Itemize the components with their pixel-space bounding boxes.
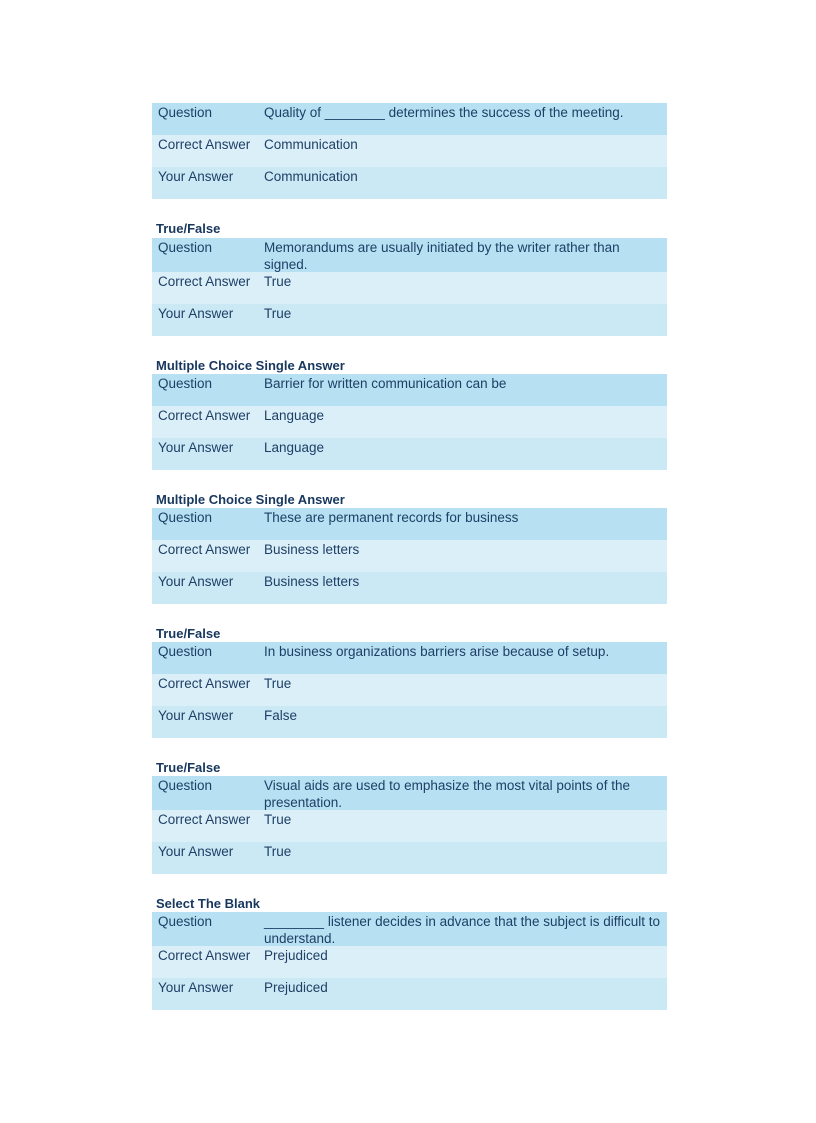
your-answer-row	[152, 167, 667, 199]
question-type-heading: Multiple Choice Single Answer	[156, 492, 345, 507]
correct-answer-label: Correct Answer	[158, 812, 251, 827]
correct-answer-label: Correct Answer	[158, 542, 251, 557]
correct-answer-row	[152, 135, 667, 167]
correct-answer-value: Business letters	[264, 542, 360, 557]
your-answer-value: False	[264, 708, 298, 723]
question-type-heading: Select The Blank	[156, 896, 261, 911]
your-answer-value: True	[264, 844, 292, 859]
question-text: Visual aids are used to emphasize the most vital points of the presentation.	[264, 778, 630, 810]
correct-answer-label: Correct Answer	[158, 274, 251, 289]
question-label: Question	[158, 376, 213, 391]
question-label: Question	[158, 240, 213, 255]
question-row	[152, 103, 667, 135]
correct-answer-value: True	[264, 274, 292, 289]
your-answer-value: Language	[264, 440, 325, 455]
correct-answer-value: True	[264, 812, 292, 827]
your-answer-value: Communication	[264, 169, 358, 184]
your-answer-label: Your Answer	[158, 306, 234, 321]
qa-block	[152, 374, 667, 470]
your-answer-label: Your Answer	[158, 844, 234, 859]
your-answer-value: Prejudiced	[264, 980, 328, 995]
correct-answer-value: Language	[264, 408, 325, 423]
question-type-heading: True/False	[156, 221, 221, 236]
correct-answer-value: Communication	[264, 137, 358, 152]
qa-block	[152, 642, 667, 738]
correct-answer-label: Correct Answer	[158, 948, 251, 963]
your-answer-label: Your Answer	[158, 169, 234, 184]
correct-answer-row	[152, 674, 667, 706]
qa-block	[152, 912, 667, 1010]
question-row	[152, 374, 667, 406]
question-row	[152, 912, 667, 946]
question-label: Question	[158, 914, 213, 929]
correct-answer-row	[152, 540, 667, 572]
question-text: Barrier for written communication can be	[264, 376, 507, 391]
your-answer-label: Your Answer	[158, 574, 234, 589]
question-text: ________ listener decides in advance that the subject is difficult to understand.	[264, 914, 661, 946]
your-answer-row	[152, 706, 667, 738]
question-row	[152, 238, 667, 272]
question-text: These are permanent records for business	[264, 510, 519, 525]
correct-answer-row	[152, 272, 667, 304]
question-row	[152, 776, 667, 810]
correct-answer-value: True	[264, 676, 292, 691]
your-answer-label: Your Answer	[158, 440, 234, 455]
correct-answer-label: Correct Answer	[158, 137, 251, 152]
correct-answer-label: Correct Answer	[158, 676, 251, 691]
your-answer-row	[152, 842, 667, 874]
correct-answer-row	[152, 406, 667, 438]
your-answer-row	[152, 438, 667, 470]
your-answer-row	[152, 978, 667, 1010]
correct-answer-row	[152, 946, 667, 978]
correct-answer-label: Correct Answer	[158, 408, 251, 423]
question-type-heading: True/False	[156, 760, 221, 775]
your-answer-label: Your Answer	[158, 708, 234, 723]
your-answer-value: True	[264, 306, 292, 321]
question-label: Question	[158, 105, 213, 120]
correct-answer-value: Prejudiced	[264, 948, 328, 963]
question-type-heading: Multiple Choice Single Answer	[156, 358, 345, 373]
your-answer-value: Business letters	[264, 574, 360, 589]
your-answer-label: Your Answer	[158, 980, 234, 995]
qa-block	[152, 776, 667, 874]
your-answer-row	[152, 304, 667, 336]
question-text: In business organizations barriers arise because of setup.	[264, 644, 610, 659]
question-label: Question	[158, 644, 213, 659]
question-text: Memorandums are usually initiated by the writer rather than signed.	[264, 240, 620, 272]
qa-block	[152, 238, 667, 336]
question-label: Question	[158, 778, 213, 793]
question-row	[152, 508, 667, 540]
question-text: Quality of ________ determines the success of the meeting.	[264, 105, 624, 120]
your-answer-row	[152, 572, 667, 604]
correct-answer-row	[152, 810, 667, 842]
question-row	[152, 642, 667, 674]
question-label: Question	[158, 510, 213, 525]
question-type-heading: True/False	[156, 626, 221, 641]
qa-block	[152, 508, 667, 604]
qa-block	[152, 103, 667, 199]
